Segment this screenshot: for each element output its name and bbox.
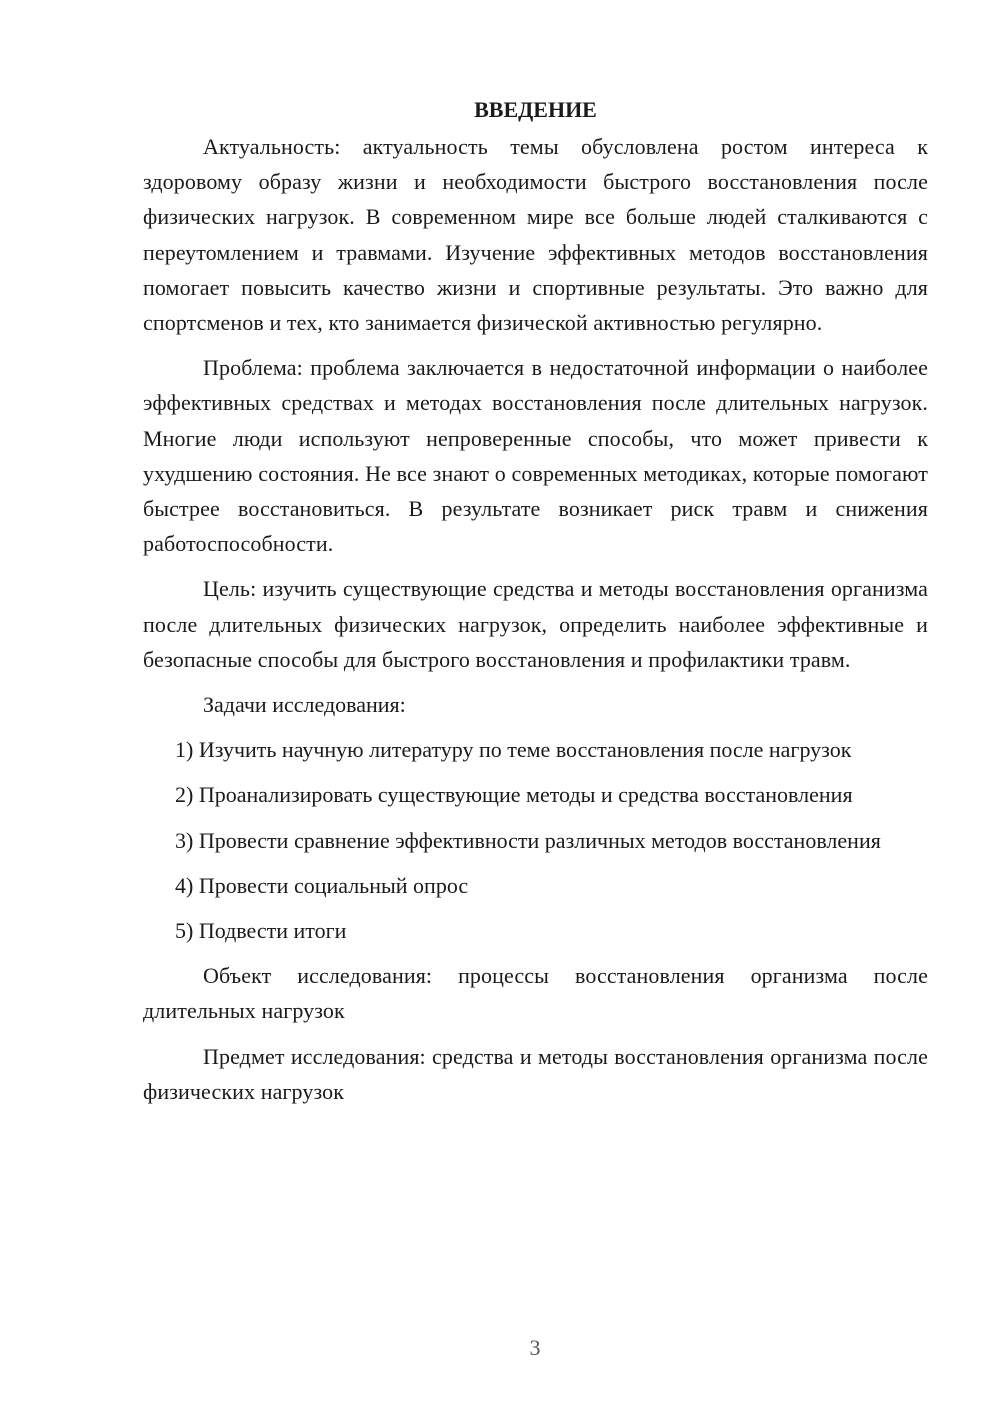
relevance-paragraph: Актуальность: актуальность темы обусловлена ростом интереса к здоровому образу жизни и необходимости быстрого восстановления после физических нагрузок. В современном мире все больше людей сталкиваются с переутомлением и травмами. Изучение эффективных методов восстановления помогает повысить качество жизни и спортивные результаты. Это важно для спортсменов и тех, кто занимается физической активностью регулярно.	[143, 134, 928, 336]
research-subject-paragraph: Предмет исследования: средства и методы восстановления организма после физических нагрузок	[143, 1043, 928, 1104]
goal-paragraph: Цель: изучить существующие средства и методы восстановления организма после длительных физических нагрузок, определить наиболее эффективные и безопасные способы для быстрого восстановления и профилактики травм.	[143, 576, 928, 672]
task-item-3: 3) Провести сравнение эффективности различных методов восстановления	[175, 827, 881, 853]
task-item-1: 1) Изучить научную литературу по теме восстановления после нагрузок	[175, 737, 852, 763]
task-item-2: 2) Проанализировать существующие методы и средства восстановления	[175, 782, 853, 808]
problem-paragraph: Проблема: проблема заключается в недостаточной информации о наиболее эффективных средствах и методах восстановления после длительных нагрузок. Многие люди используют непроверенные способы, что может привести к ухудшению состояния. Не все знают о современных методиках, которые помогают быстрее восстановиться. В результате возникает риск травм и снижения работоспособности.	[143, 355, 928, 557]
document-title: ВВЕДЕНИЕ	[474, 97, 597, 122]
task-item-5: 5) Подвести итоги	[175, 918, 347, 944]
task-item-4: 4) Провести социальный опрос	[175, 872, 469, 898]
tasks-heading: Задачи исследования:	[203, 692, 406, 718]
page-number: 3	[529, 1335, 541, 1360]
document-page	[143, 92, 928, 1119]
research-object-paragraph: Объект исследования: процессы восстановления организма после длительных нагрузок	[143, 963, 928, 1024]
